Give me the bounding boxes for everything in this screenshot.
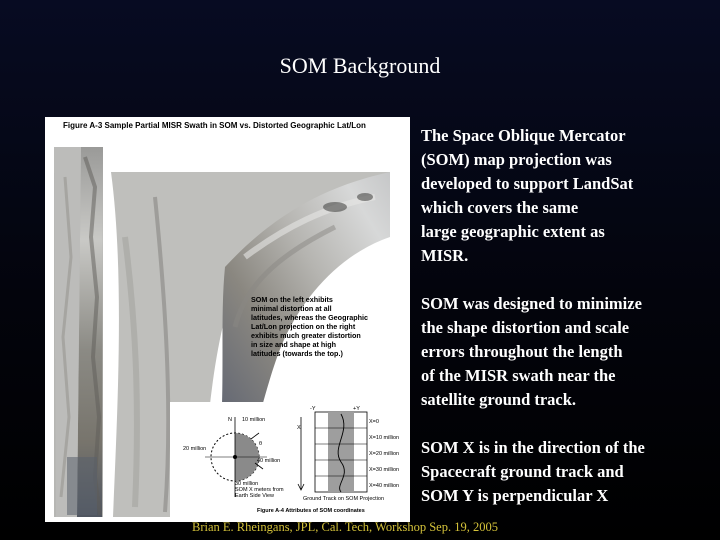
globe-note-2: Earth Side View	[235, 493, 275, 499]
globe-label-left: 20 million	[183, 446, 207, 452]
grid-label-x0: X=0	[369, 419, 379, 425]
annotation-line: in size and shape at high	[251, 340, 337, 349]
annotation-line: SOM on the left exhibits	[251, 295, 333, 304]
description-line: Spacecraft ground track and	[421, 462, 624, 481]
annotation-line: latitudes (towards the top.)	[251, 349, 343, 358]
globe-label-right: 40 million	[257, 458, 281, 464]
misr-swath-figure	[45, 117, 410, 522]
figure-caption: Figure A-3 Sample Partial MISR Swath in SOM vs. Distorted Geographic Lat/Lon	[63, 121, 366, 130]
annotation-line: minimal distortion at all	[251, 304, 332, 313]
description-line: large geographic extent as	[421, 222, 605, 241]
description-line: developed to support LandSat	[421, 174, 634, 193]
annotation-line: exhibits much greater distortion	[251, 331, 361, 340]
swath-illustration	[45, 117, 410, 522]
description-line: the shape distortion and scale	[421, 318, 630, 337]
swath-annotation	[251, 295, 368, 358]
description-line: errors throughout the length	[421, 342, 623, 361]
grid-label-x-axis: X	[297, 425, 301, 431]
grid-label-x30: X=30 million	[369, 467, 400, 473]
slide-title: SOM Background	[279, 53, 441, 78]
globe-note-1: SOM X meters from	[235, 487, 284, 493]
description-line: SOM X is in the direction of the	[421, 438, 645, 457]
globe-label-bottom: 30 million	[235, 481, 259, 487]
globe-label-theta: θ	[259, 441, 263, 447]
inset-caption: Figure A-4 Attributes of SOM coordinates	[257, 508, 365, 514]
grid-label-neg-y: -Y	[310, 406, 316, 412]
description-line: MISR.	[421, 246, 469, 265]
description-line: of the MISR swath near the	[421, 366, 616, 385]
description-text	[421, 124, 711, 532]
description-line: SOM Y is perpendicular X	[421, 486, 609, 505]
som-swath-strip	[54, 147, 103, 517]
description-paragraph	[421, 124, 711, 268]
description-line: The Space Oblique Mercator	[421, 126, 626, 145]
description-paragraph	[421, 292, 711, 412]
grid-track-label: Ground Track on SOM Projection	[303, 496, 385, 502]
grid-label-x40: X=40 million	[369, 483, 400, 489]
description-line: (SOM) map projection was	[421, 150, 612, 169]
description-line: which covers the same	[421, 198, 579, 217]
grid-label-pos-y: +Y	[353, 406, 360, 412]
slide-footer: Brian E. Rheingans, JPL, Cal. Tech, Workshop Sep. 19, 2005	[192, 520, 498, 534]
annotation-line: latitudes, whereas the Geographic	[251, 313, 369, 322]
annotation-line: Lat/Lon projection on the right	[251, 322, 356, 331]
globe-label-top: 10 million	[242, 417, 266, 423]
description-paragraph	[421, 436, 711, 508]
som-coordinates-inset	[170, 402, 410, 522]
description-line: satellite ground track.	[421, 390, 577, 409]
grid-label-x20: X=20 million	[369, 451, 400, 457]
globe-label-n: N	[228, 417, 232, 423]
description-line: SOM was designed to minimize	[421, 294, 642, 313]
grid-label-x10: X=10 million	[369, 435, 400, 441]
